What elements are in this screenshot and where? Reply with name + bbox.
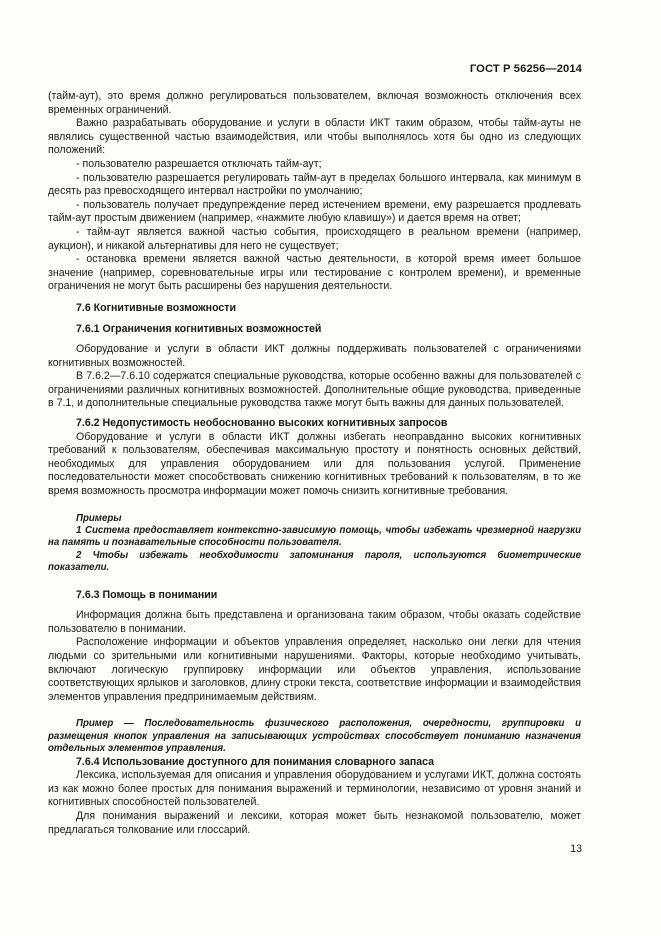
paragraph: Оборудование и услуги в области ИКТ должны избегать неоправданно высоких когнитивных требований к пользователям, обеспечивая максимальную простоту и понятность основных действий, необходимых для управления оборудованием или для пользования услугой. Применение последовательности может способствовать снижению когнитивных требований к пользователям, в то же время возможность просмотра информации может помочь снизить когнитивные требования. — [48, 430, 581, 498]
paragraph: В 7.6.2—7.6.10 содержатся специальные руководства, которые особенно важны для пользователей с ограничениями различных когнитивных возможностей. Дополнительные общие руководства, приведенные в 7.1, и дополнительные специальные руководства также могут быть важны для данных пользователей. — [48, 370, 581, 410]
list-item: - пользователю разрешается отключать тайм-аут; — [76, 157, 322, 170]
paragraph: Информация должна быть представлена и организована таким образом, чтобы оказать содействие пользователю в понимании. — [48, 609, 581, 635]
list-item: - тайм-аут является важной частью события, происходящего в реальном времени (например, аукцион), и никакой альтернативы для него не существует; — [48, 225, 581, 252]
document-standard-id: ГОСТ Р 56256—2014 — [469, 63, 582, 75]
paragraph: Для понимания выражений и лексики, которая может быть незнакомой пользователю, может предлагаться толкование или глоссарий. — [48, 810, 581, 836]
subsection-heading: 7.6.2 Недопустимость необоснованно высоких когнитивных запросов — [76, 417, 448, 430]
list-item: - пользователь получает предупреждение перед истечением времени, ему разрешается продлевать тайм-аут простым движением (например, «нажмите любую клавишу») и дается время на ответ; — [48, 198, 581, 225]
list-item: - остановка времени является важной частью деятельности, в которой время имеет большое значение (например, соревновательные игры или тестирование с контролем времени), и временные ограничения не могут быть расширены без нарушения деятельности. — [48, 253, 581, 293]
example-item: 2 Чтобы избежать необходимости запоминания пароля, используются биометрические показатели. — [48, 549, 581, 574]
paragraph: Лексика, используемая для описания и управления оборудованием и услугами ИКТ, должна состоять из как можно более простых для понимания выражений и терминологии, независимо от уровня знаний и когнитивных способностей пользователей. — [48, 769, 581, 809]
subsection-heading: 7.6.1 Ограничения когнитивных возможностей — [76, 322, 322, 335]
example-item: 1 Система предоставляет контекстно-зависимую помощь, чтобы избежать чрезмерной нагрузки на память и познавательные способности пользователя. — [48, 525, 581, 549]
paragraph: Оборудование и услуги в области ИКТ должны поддерживать пользователей с ограничениями когнитивных возможностей. — [48, 343, 581, 369]
document-body — [48, 90, 581, 837]
example-note: Пример — Последовательность физического расположения, очередности, группировки и размещения кнопок управления на записывающих устройствах способствует пониманию назначения отдельных элементов управления. — [48, 718, 581, 755]
paragraph: (тайм-аут), это время должно регулироваться пользователем, включая возможность отключения всех временных ограничений. — [48, 90, 581, 116]
paragraph: Важно разрабатывать оборудование и услуги в области ИКТ таким образом, чтобы тайм-ауты не являлись существенной частью взаимодействия, или чтобы выполнялось хотя бы одно из следующих положений: — [48, 117, 581, 157]
subsection-heading: 7.6.3 Помощь в понимании — [76, 588, 218, 601]
section-heading: 7.6 Когнитивные возможности — [76, 301, 236, 314]
paragraph: Расположение информации и объектов управления определяет, насколько они легки для чтения людьми со зрительными или когнитивными нарушениями. Факторы, которые необходимо учитывать, включают логическую группировку информации или объектов управления, использование соответствующих ярлыков и заголовков, длину строки текста, соответствие информации и взаимодействия элементов управления предпринимаемым действиям. — [48, 636, 581, 703]
page-number: 13 — [570, 843, 582, 855]
examples-title: Примеры — [76, 512, 122, 524]
list-item: - пользователю разрешается регулировать тайм-аут в пределах большого интервала, как минимум в десять раз превосходящего интервал настройки по умолчанию; — [48, 171, 581, 198]
subsection-heading: 7.6.4 Использование доступного для понимания словарного запаса — [76, 755, 435, 768]
